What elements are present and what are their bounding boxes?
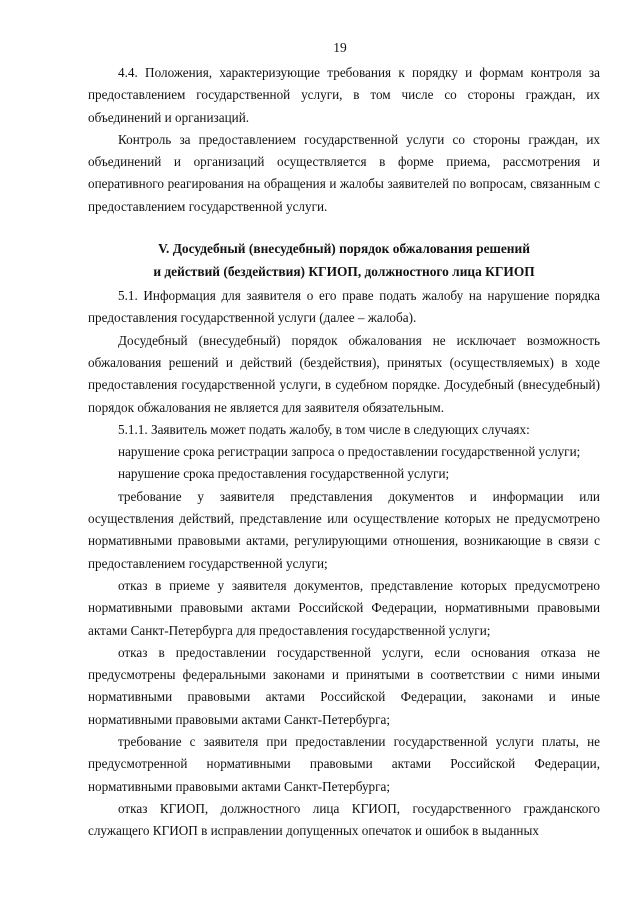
page-number: 19 — [333, 40, 347, 55]
section-heading-line-1: V. Досудебный (внесудебный) порядок обжалования решений — [158, 241, 530, 257]
paragraph-pretrial-appeal: Досудебный (внесудебный) порядок обжалования не исключает возможность обжалования решений и действий (бездействия), принятых (осуществляемых) в ходе предоставления государственной услуги, в судебном порядке. Досудебный (внесудебный) порядок обжалования не является для заявителя обязательным. — [88, 332, 600, 415]
list-item-correction-refusal: отказ КГИОП, должностного лица КГИОП, государственного гражданского служащего КГИОП в исправлении допущенных опечаток и ошибок в выданных — [88, 800, 600, 839]
document-body — [88, 62, 600, 843]
section-v-heading — [88, 238, 600, 283]
list-item-fee-requirement: требование с заявителя при предоставлении государственной услуги платы, не предусмотренной нормативными правовыми актами Российской Федерации, нормативными правовыми актами Санкт-Петербурга; — [88, 734, 600, 794]
list-item-service-deadline: нарушение срока предоставления государственной услуги; — [118, 466, 450, 482]
list-item-document-requirement: требование у заявителя представления документов и информации или осуществления действий, представление или осуществление которых не предусмотрено нормативными правовыми актами, регулирующими отношения, возникающие в связи с предоставлением государственной услуги; — [88, 488, 600, 571]
list-item-document-refusal: отказ в приеме у заявителя документов, представление которых предусмотрено нормативными правовыми актами Российской Федерации, нормативными правовыми актами Санкт-Петербурга для предоставления государственной услуги; — [88, 577, 600, 638]
list-item-service-refusal: отказ в предоставлении государственной услуги, если основания отказа не предусмотрены федеральными законами и принятыми в соответствии с ними иными нормативными правовыми актами Российской Федерации, законами и иные нормативными правовыми актами Санкт-Петербурга; — [88, 644, 600, 727]
list-item-registration-deadline: нарушение срока регистрации запроса о предоставлении государственной услуги; — [118, 444, 581, 460]
paragraph-5-1: 5.1. Информация для заявителя о его праве подать жалобу на нарушение порядка предоставления государственной услуги (далее – жалоба). — [88, 288, 600, 326]
paragraph-control: Контроль за предоставлением государственной услуги со стороны граждан, их объединений и организаций осуществляется в форме приема, рассмотрения и оперативного реагирования на обращения и жалобы заявителей по вопросам, связанным с предоставлением государственной услуги. — [88, 131, 600, 214]
paragraph-4-4: 4.4. Положения, характеризующие требования к порядку и формам контроля за предоставлением государственной услуги, в том числе со стороны граждан, их объединений и организаций. — [88, 65, 600, 125]
paragraph-5-1-1: 5.1.1. Заявитель может подать жалобу, в том числе в следующих случаях: — [118, 421, 530, 437]
section-heading-line-2: и действий (бездействия) КГИОП, должностного лица КГИОП — [153, 263, 535, 279]
